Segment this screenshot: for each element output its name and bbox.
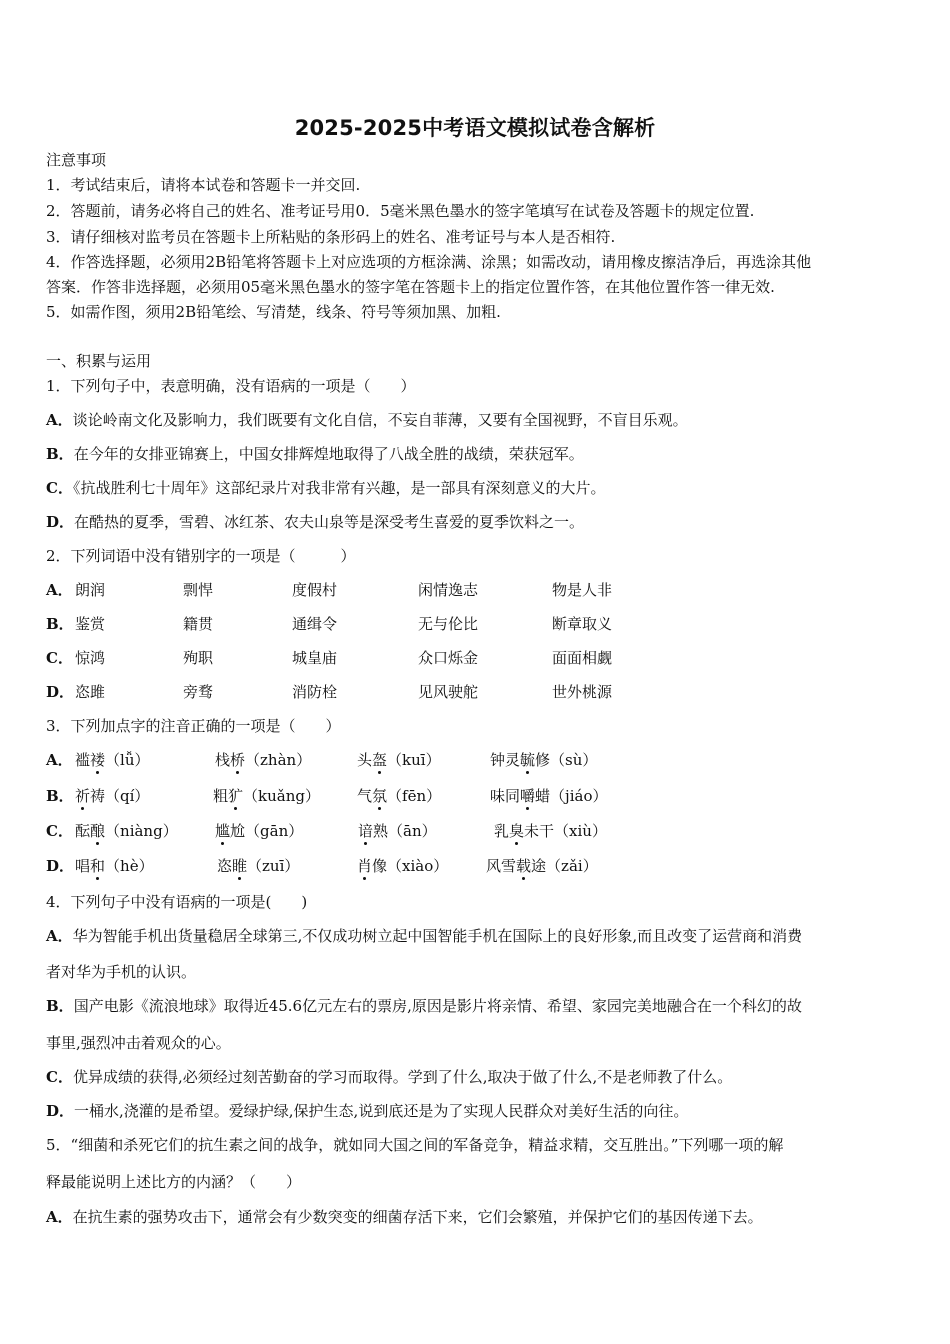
option-text: 国产电影《流浪地球》取得近45.6亿元左右的票房,原因是影片将亲情、希望、家园完美地融合在一个科幻的故 <box>73 997 802 1015</box>
pinyin-item: 褴褛（lǚ） <box>75 751 150 769</box>
pinyin-item: 谙熟（ān） <box>358 822 437 840</box>
option-label: A． <box>46 411 73 429</box>
pinyin: （lǚ） <box>105 751 150 769</box>
pinyin: （xiù） <box>554 822 607 840</box>
option-text: 优异成绩的获得,必须经过刻苦勤奋的学习而取得。学到了什么,取决于做了什么,不是老师教了什么。 <box>72 1068 733 1086</box>
word-cell: 剽悍 <box>183 581 214 599</box>
q4-option-c <box>46 1067 732 1087</box>
option-text: 在今年的女排亚锦赛上，中国女排辉煌地取得了八战全胜的战绩，荣获冠军。 <box>73 445 584 463</box>
word-cell: 度假村 <box>292 581 338 599</box>
word-cell: 世外桃源 <box>552 683 613 701</box>
dotted-char: 盔 <box>372 751 388 769</box>
pinyin: （niàng） <box>105 822 178 840</box>
pinyin-item: 味同嚼蜡（jiáo） <box>490 787 608 805</box>
q4-option-b <box>46 996 802 1016</box>
notice-item: 4．作答选择题，必须用2B铅笔将答题卡上对应选项的方框涂满、涂黑；如需改动，请用橡皮擦洁净后，再选涂其他 <box>46 253 812 271</box>
pinyin: （zǎi） <box>546 857 598 875</box>
word-cell: 籍贯 <box>183 615 214 633</box>
pinyin: （gān） <box>245 822 304 840</box>
option-label: C． <box>46 822 73 840</box>
pinyin: （jiáo） <box>550 787 608 805</box>
option-label: A． <box>46 581 73 599</box>
dotted-char: 祈 <box>75 787 91 805</box>
pinyin: （fēn） <box>387 787 442 805</box>
pinyin-item: 粗犷（kuǎng） <box>213 787 320 805</box>
pinyin: （zhàn） <box>245 751 312 769</box>
option-text: 在抗生素的强势攻击下，通常会有少数突变的细菌存活下来，它们会繁殖，并保护它们的基因传递下去。 <box>72 1208 763 1226</box>
page-title: 2025-2025中考语文模拟试卷含解析 <box>294 116 656 140</box>
option-text: 华为智能手机出货量稳居全球第三,不仅成功树立起中国智能手机在国际上的良好形象,而且改变了运营商和消费 <box>72 927 803 945</box>
q4-option-a-cont: 者对华为手机的认识。 <box>46 963 197 981</box>
dotted-char: 载 <box>516 857 532 875</box>
dotted-char: 氛 <box>372 787 388 805</box>
option-text: 在酷热的夏季，雪碧、冰红茶、农夫山泉等是深受考生喜爱的夏季饮料之一。 <box>74 513 585 531</box>
notice-item: 5．如需作图，须用2B铅笔绘、写清楚，线条、符号等须加黑、加粗. <box>46 303 501 321</box>
dotted-char: 睢 <box>232 857 248 875</box>
q1-option-b <box>46 444 584 464</box>
q1-option-c <box>46 478 605 498</box>
pinyin: （xiào） <box>387 857 449 875</box>
dotted-char: 肖 <box>357 857 373 875</box>
option-label: C． <box>46 479 73 497</box>
word-cell: 朗润 <box>75 581 106 599</box>
section-heading: 一、积累与运用 <box>46 352 152 370</box>
dotted-char: 褛 <box>90 751 106 769</box>
pinyin-item: 酝酿（niàng） <box>75 822 178 840</box>
option-label: D． <box>46 513 75 531</box>
dotted-char: 桥 <box>230 751 246 769</box>
dotted-char: 谙 <box>358 822 374 840</box>
pinyin-item: 栈桥（zhàn） <box>215 751 312 769</box>
option-label: D． <box>46 683 75 701</box>
option-label: A． <box>46 927 73 945</box>
q4-option-a <box>46 926 802 946</box>
pinyin-item: 乳臭未干（xiù） <box>494 822 607 840</box>
pinyin: （ān） <box>388 822 437 840</box>
question-2-stem: 2．下列词语中没有错别字的一项是（ ） <box>46 547 356 565</box>
notice-heading: 注意事项 <box>46 151 107 169</box>
word-cell: 城皇庙 <box>292 649 338 667</box>
option-label: D． <box>46 857 75 875</box>
dotted-char: 臭 <box>509 822 525 840</box>
q1-option-a <box>46 410 688 430</box>
option-label: C． <box>46 1068 73 1086</box>
pinyin-item: 尴尬（gān） <box>215 822 304 840</box>
notice-item: 2．答题前，请务必将自己的姓名、准考证号用0．5毫米黑色墨水的签字笔填写在试卷及答题卡的规定位置. <box>46 202 755 220</box>
question-5-stem-cont: 释最能说明上述比方的内涵？（ ） <box>46 1173 302 1191</box>
pinyin-item: 钟灵毓修（sù） <box>490 751 598 769</box>
pinyin: （zuī） <box>247 857 300 875</box>
dotted-char: 毓 <box>520 751 536 769</box>
option-label: B． <box>46 997 74 1015</box>
q4-option-b-cont: 事里,强烈冲击着观众的心。 <box>46 1034 231 1052</box>
word-cell: 众口烁金 <box>418 649 479 667</box>
option-label: A． <box>46 1208 73 1226</box>
notice-item: 1．考试结束后，请将本试卷和答题卡一并交回. <box>46 176 361 194</box>
dotted-char: 犷 <box>228 787 244 805</box>
option-label: A． <box>46 751 73 769</box>
pinyin: （hè） <box>105 857 154 875</box>
pinyin-item: 气氛（fēn） <box>357 787 442 805</box>
pinyin: （kuī） <box>387 751 441 769</box>
word-cell: 见风驶舵 <box>418 683 479 701</box>
option-label: B． <box>46 787 74 805</box>
question-4-stem: 4．下列句子中没有语病的一项是( ) <box>46 893 308 911</box>
option-label: C． <box>46 649 73 667</box>
pinyin-item: 恣睢（zuī） <box>217 857 300 875</box>
dotted-char: 尴 <box>215 822 231 840</box>
option-label: B． <box>46 615 74 633</box>
dotted-char: 和 <box>90 857 106 875</box>
pinyin: （kuǎng） <box>243 787 320 805</box>
option-label: D． <box>46 1102 75 1120</box>
word-cell: 惊鸿 <box>75 649 106 667</box>
notice-item: 答案．作答非选择题，必须用05毫米黑色墨水的签字笔在答题卡上的指定位置作答，在其他位置作答一律无效. <box>46 278 775 296</box>
option-text: 《抗战胜利七十周年》这部纪录片对我非常有兴趣，是一部具有深刻意义的大片。 <box>72 479 606 497</box>
notice-item: 3．请仔细核对监考员在答题卡上所粘贴的条形码上的姓名、准考证号与本人是否相符. <box>46 228 616 246</box>
word-cell: 闲情逸志 <box>418 581 479 599</box>
word-cell: 鉴赏 <box>75 615 106 633</box>
pinyin: （qí） <box>105 787 150 805</box>
word-cell: 旁骛 <box>183 683 214 701</box>
pinyin-item: 肖像（xiào） <box>357 857 449 875</box>
word-cell: 殉职 <box>183 649 214 667</box>
word-cell: 物是人非 <box>552 581 613 599</box>
pinyin: （sù） <box>550 751 598 769</box>
option-text: 一桶水,浇灌的是希望。爱绿护绿,保护生态,说到底还是为了实现人民群众对美好生活的向往。 <box>74 1102 689 1120</box>
pinyin-item: 头盔（kuī） <box>357 751 441 769</box>
dotted-char: 嚼 <box>520 787 536 805</box>
dotted-char: 酿 <box>90 822 106 840</box>
question-3-stem: 3．下列加点字的注音正确的一项是（ ） <box>46 717 341 735</box>
question-1-stem: 1．下列句子中，表意明确，没有语病的一项是（ ） <box>46 377 416 395</box>
pinyin-item: 风雪载途（zǎi） <box>486 857 598 875</box>
pinyin-item: 祈祷（qí） <box>75 787 150 805</box>
q4-option-d <box>46 1101 688 1121</box>
option-label: B． <box>46 445 74 463</box>
pinyin-item: 唱和（hè） <box>75 857 154 875</box>
q1-option-d <box>46 512 584 532</box>
question-5-stem: 5．“细菌和杀死它们的抗生素之间的战争，就如同大国之间的军备竞争，精益求精，交互胜出。”下列哪一项的解 <box>46 1136 784 1154</box>
word-cell: 恣雎 <box>75 683 106 701</box>
word-cell: 面面相觑 <box>552 649 613 667</box>
word-cell: 通缉令 <box>292 615 338 633</box>
q5-option-a <box>46 1207 763 1227</box>
word-cell: 无与伦比 <box>418 615 479 633</box>
word-cell: 消防栓 <box>292 683 338 701</box>
option-text: 谈论岭南文化及影响力，我们既要有文化自信，不妄自菲薄，又要有全国视野，不盲目乐观。 <box>72 411 688 429</box>
word-cell: 断章取义 <box>552 615 613 633</box>
